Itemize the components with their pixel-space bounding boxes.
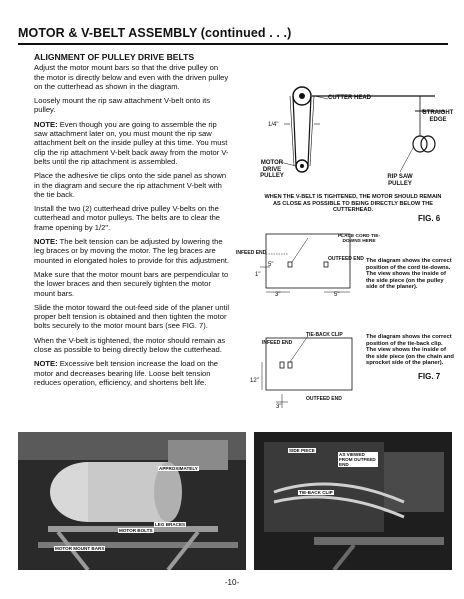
tie-back-label: TIE-BACK CLIP: [306, 332, 343, 338]
motor-bolts-label: MOTOR BOLTS: [119, 528, 153, 533]
dim-5-label: 5": [268, 262, 274, 268]
paragraph-2: Loosely mount the rip saw attachment V-belt onto its pulley.: [34, 96, 211, 115]
dim-5b-label: 5": [334, 292, 340, 298]
instructions-column: [34, 53, 230, 392]
motor-mount-bars-label: MOTOR MOUNT BARS: [55, 546, 105, 551]
dim-3-label: 3": [275, 292, 281, 298]
motor-photo: [18, 432, 246, 570]
rip-saw-label: RIP SAW PULLEY: [387, 174, 413, 187]
fig7-outfeed-label: OUTFEED END: [306, 396, 342, 402]
note-3: [34, 359, 230, 387]
header-rule: [18, 43, 448, 45]
note-1: [34, 120, 230, 166]
page-number: -10-: [224, 578, 240, 587]
cutter-head-label: CUTTER HEAD: [328, 95, 371, 101]
note-text: The belt tension can be adjusted by lowering the leg braces or by moving the motor. The leg braces are mounted in elongated holes to provide for this adjustment.: [34, 237, 230, 265]
paragraph-6: Slide the motor toward the out-feed side of the planer until proper belt tension is obtained and then tighten the motor bolts securely to the motor mount bars (see FIG. 7).: [34, 302, 230, 331]
place-cord-label: PLACE CORD TIE-DOWNS HERE: [337, 234, 381, 245]
leg-braces-label: LEG BRACES: [155, 522, 186, 527]
paragraph-4: Install the two (2) cutterhead drive pulley V-belts on the cutterhead and motor pulleys. The belts are to clear the frame opening by 1/2".: [34, 204, 221, 232]
dim-1-label: 1": [255, 272, 261, 278]
fig7-label: FIG. 7: [418, 372, 441, 381]
straight-edge-label: STRAIGHT EDGE: [422, 110, 454, 123]
motor-drive-label: MOTOR DRIVE PULLEY: [260, 160, 284, 180]
fig6-label: FIG. 6: [418, 214, 441, 223]
fig6-infeed-label: INFEED END: [236, 250, 267, 256]
note-2: [34, 237, 230, 265]
paragraph-5: Make sure that the motor mount bars are perpendicular to the lower braces and then securely tighten the motor mount bars.: [34, 269, 229, 298]
fig6-outfeed-label: OUTFEED END: [328, 256, 364, 262]
note-text: Excessive belt tension increase the load on the motor and decreases bearing life. Loose belt tension reduces operation, efficiency, and shortens belt life.: [34, 359, 219, 387]
dim-12-label: 12": [250, 378, 259, 384]
section-title: ALIGNMENT OF PULLEY DRIVE BELTS: [34, 52, 195, 62]
note-label: NOTE:: [34, 237, 58, 247]
page-header: MOTOR & V-BELT ASSEMBLY (continued . . .): [18, 26, 292, 40]
paragraph-3: Place the adhesive tie clips onto the side panel as shown in the diagram and secure the rip attachment V-belt with the tie back.: [34, 171, 227, 199]
quarter-inch-label: 1/4": [268, 122, 279, 128]
as-viewed-label: AS VIEWED FROM OUTFEED END: [338, 452, 378, 467]
fig7-note: The diagram shows the correct position of the tie-back clip. The view shows the inside of the side piece (on the chain and sprocket side of the planer).: [366, 334, 454, 367]
dim-3-fig7-label: 3": [276, 404, 282, 410]
approximately-label: APPROXIMATELY: [159, 466, 198, 471]
note-label: NOTE:: [34, 119, 58, 129]
paragraph-1: Adjust the motor mount bars so that the drive pulley on the motor is directly below and even with the driven pulley on the cutterhead as shown in the diagram.: [34, 63, 229, 91]
paragraph-7: When the V-belt is tightened, the motor should remain as close as possible to being directly below the cutterhead.: [34, 335, 226, 355]
side-piece-label: SIDE PIECE: [289, 448, 315, 453]
fig6-caption: WHEN THE V-BELT IS TIGHTENED, THE MOTOR SHOULD REMAIN AS CLOSE AS POSSIBLE TO BEING DIRECTLY BELOW THE CUTTERHEAD.: [264, 194, 442, 214]
tie-back-photo-label: TIE-BACK CLIP: [299, 490, 333, 495]
motor-photo-art: [18, 432, 246, 570]
fig6-note: The diagram shows the correct position of the cord tie-downs. The view shows the inside of the side piece (on the pulley side of the planer).: [366, 258, 452, 291]
fig7-infeed-label: INFEED END: [262, 340, 293, 346]
side-piece-photo: [254, 432, 452, 570]
note-text: Even though you are going to assemble the rip saw attachment later on, you must mount the rip saw attachment belt on the inside pulley at this time. You must clip the rip attachment V-belt back away from the motor V-belts until the rip attachment is assembled.: [34, 119, 229, 166]
note-label: NOTE:: [34, 359, 58, 369]
